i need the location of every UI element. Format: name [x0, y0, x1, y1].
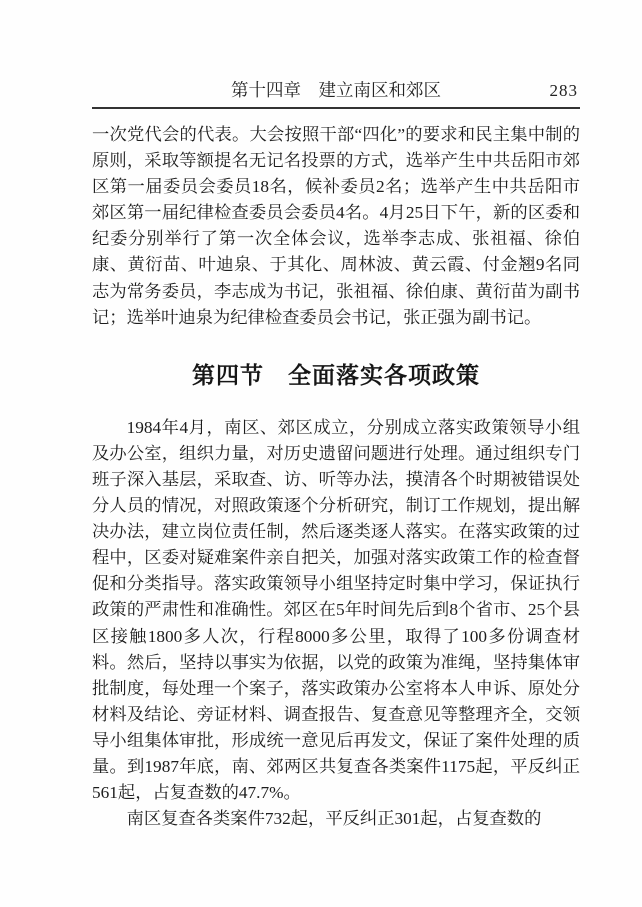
paragraph-continuation: 一次党代会的代表。大会按照干部“四化”的要求和民主集中制的原则，采取等额提名无记名投票的方式，选举产生中共岳阳市郊区第一届委员会委员18名，候补委员2名；选举产生中共岳阳市郊区第一届纪律检查委员会委员4名。4月25日下午，新的区委和纪委分别举行了第一次全体会议，选举李志成、张祖福、徐伯康、黄衍苗、叶迪泉、于其化、周林波、黄云霞、付金翘9名同志为常务委员，李志成为书记，张祖福、徐伯康、黄衍苗为副书记；选举叶迪泉为纪律检查委员会书记，张正强为副书记。	[92, 125, 580, 327]
page-content	[92, 80, 580, 832]
page-number: 283	[549, 81, 578, 100]
section-heading: 第四节 全面落实各项政策	[192, 361, 480, 388]
running-chapter-title: 第十四章 建立南区和郊区	[231, 80, 441, 100]
paragraph-south-district-review: 南区复查各类案件732起，平反纠正301起，占复查数的	[126, 809, 542, 829]
body-text	[92, 122, 580, 832]
paragraph-policy-implementation: 1984年4月，南区、郊区成立，分别成立落实政策领导小组及办公室，组织力量，对历史遗留问题进行处理。通过组织专门班子深入基层，采取查、访、听等办法，摸清各个时期被错误处分人员的情况，对照政策逐个分析研究，制订工作规划，提出解决办法，建立岗位责任制，然后逐类逐人落实。在落实政策的过程中，区委对疑难案件亲自把关，加强对落实政策工作的检查督促和分类指导。落实政策领导小组坚持定时集中学习，保证执行政策的严肃性和准确性。郊区在5年时间先后到8个省市、25个县区接触1800多人次，行程8000多公里，取得了100多份调查材料。然后，坚持以事实为依据，以党的政策为准绳，坚持集体审批制度，每处理一个案子，落实政策办公室将本人申诉、原处分材料及结论、旁证材料、调查报告、复查意见等整理齐全，交领导小组集体审批，形成统一意见后再发文，保证了案件处理的质量。到1987年底，南、郊两区共复查各类案件1175起，平反纠正561起，占复查数的47.7%。	[92, 417, 580, 803]
running-header	[92, 80, 580, 109]
